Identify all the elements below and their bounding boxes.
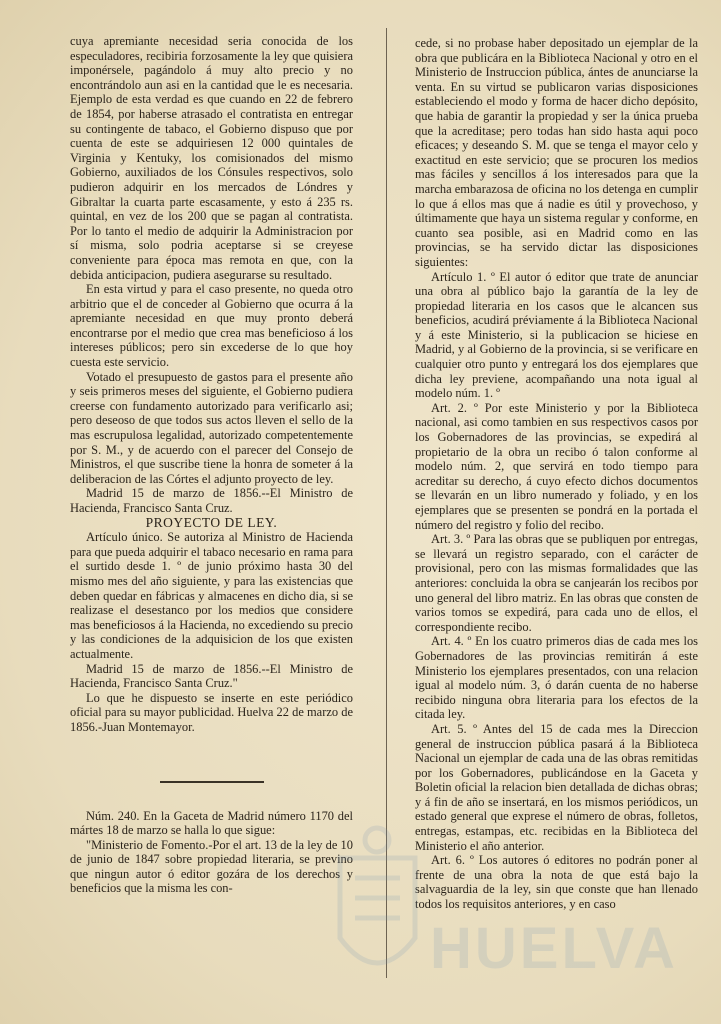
right-article-5: Art. 5. º Antes del 15 de cada mes la Direccion general de instruccion pública pasará á la Biblioteca Nacional un ejemplar de cada una de las obras remitidas por los Gobernadores, publicándose en la Gaceta y Boletin oficial la relacion bien detallada de dichas obras; y á fin de año se insertará, en los mismos periódicos, un estado general que exprese el número de obras, folletos, entregas, estampas, etc. recibidas en la Biblioteca del Ministerio el año anterior. [415,721,698,853]
crest-icon [340,828,415,963]
left-closing: Lo que he dispuesto se inserte en este periódico oficial para su mayor publicidad. Huelva 22 de marzo de 1856.-Juan Montemayor. [70,690,353,734]
right-article-1: Artículo 1. º El autor ó editor que trate de anunciar una obra al público bajo la garantía de la ley de propiedad literaria en los casos que le alcancen sus beneficios, acudirá préviamente á la Biblioteca Nacional y á este Ministerio, si la publicacion se hiciese en Madrid, y al Gobierno de la provincia, si se verificare en cualquier otro punto y entregará los dos ejemplares que dicha ley previene, acompañando una nota igual al modelo núm. 1. º [415,269,698,401]
left-article: Artículo único. Se autoriza al Ministro de Hacienda para que pueda adquirir el tabaco necesario en rama para el surtido desde 1. º de junio próximo hasta 30 del mismo mes del año siguiente, y para las existencias que deben quedar en fábricas y almacenes en dicho dia, si se realizase el desestanco por los medios que considere mas beneficiosos á la Hacienda, no excediendo su precio y las condiciones de la adquisicion de los que existen actualmente. [70,530,353,661]
right-paragraph-1: cede, si no probase haber depositado un ejemplar de la obra que publicára en la Biblioteca Nacional y otro en el Ministerio de Instruccion pública, ántes de anunciarse la venta. En su virtud se publicaron varias disposiciones estableciendo el modo y forma de hacer dicho depósito, que habia de garantir la propiedad y ser la única prueba que la acreditase; pero todas han sido hasta aqui poco eficaces; y deseando S. M. que se tenga el mayor celo y exactitud en este servicio; que se procuren los medios mas fáciles y sencillos á los interesados para que la marcha embarazosa de oficina no los detenga en cumplir lo que á ellos mas que á nadie es útil y provechoso, y últimamente que haya un sistema regular y conforme, en cuanto sea posible, asi en Madrid como en las provincias, se ha servido dictar las disposiciones siguientes: [415,36,698,269]
watermark-text: HUELVA [430,916,678,981]
left-paragraph-1: cuya apremiante necesidad seria conocida de los especuladores, recibiria forzosamente la ley que quisiera imponérsele, pagándolo á muy alto precio y no encontrándolo aun asi en la cantidad que le es necesaria. Ejemplo de esta verdad es que cuando en 22 de febrero de 1854, por haberse atrasado el contratista en entregar su contingente de tabaco, el Gobierno dispuso que por cuenta de este se adquiriesen 12 000 quintales de Virginia y Kentuky, los comisionados del mismo Gobierno, auxiliados de los Cónsules respectivos, solo pudieron adquirir en los mercados de Lóndres y Gibraltar la cuarta parte escasamente, y esto á 235 rs. quintal, en vez de los 200 que se pagan al contratista. Por lo tanto el medio de adquirir la Administracion por sí misma, solo podria aceptarse si se creyese conveniente para época mas remota en que, con la debida anticipacion, pudiera asegurarse su resultado. [70,34,353,282]
right-article-6: Art. 6. º Los autores ó editores no podrán poner al frente de una obra la nota de que está bajo la salvaguardia de la ley, sin que conste que han llenado todos los requisitos anteriores, y en caso [415,853,698,912]
right-article-2: Art. 2. º Por este Ministerio y por la Biblioteca nacional, asi como tambien en sus respectivos casos por los Gobernadores de las provincias, se expedirá al propietario de la obra un recibo ó talon conforme al modelo núm. 2, que servirá en todo tiempo para acreditar su derecho, á cuyo efecto dichos documentos se llevarán en un libro numerado y foliado, y en los ejemplares que se presenten se pondrá en la portada el número del registro y folio del recibo. [415,400,698,532]
left-paragraph-2: En esta virtud y para el caso presente, no queda otro arbitrio que el de conceder al Gobierno que ocurra á la apremiante necesidad en que muy pronto deberá encontrarse por el medio que crea mas beneficioso á los intereses públicos; pero sin excederse de lo que hoy cuesta este servicio. [70,282,353,370]
right-article-3: Art. 3. º Para las obras que se publiquen por entregas, se llevará un registro separado, con el carácter de provisional, pero con las mismas formalidades que las anteriores: concluida la obra se canjearán los recibos por uno general del libro matriz. En las obras que consten de varios tomos se expedirá, para cada uno de ellos, el correspondiente recibo. [415,532,698,634]
left-notice-text: "Ministerio de Fomento.-Por el art. 13 de la ley de 10 de junio de 1847 sobre propiedad literaria, se previno que ningun autor ó editor gozára de los derechos y beneficios que la misma les con- [70,837,353,896]
section-heading: PROYECTO DE LEY. [145,514,278,530]
left-paragraph-3: Votado el presupuesto de gastos para el presente año y seis primeros meses del siguiente, el Gobierno pudiera creerse con fundamento autorizado para verificarlo asi; pero deseoso de que todos sus actos lleven el sello de la mas escrupulosa legalidad, autorizado competentemente por S. M., y de acuerdo con el parecer del Consejo de Ministros, el que suscribe tiene la honra de someter á la deliberacion de las Córtes el adjunto proyecto de ley. [70,369,353,486]
archive-watermark [320,818,678,1018]
right-column [415,36,698,912]
left-notice-number: Núm. 240. En la Gaceta de Madrid número 1170 del mártes 18 de marzo se halla lo que sigue: [70,808,353,838]
left-column [70,34,353,896]
right-article-4: Art. 4. º En los cuatro primeros dias de cada mes los Gobernadores de las provincias remitirán á este Ministerio los ejemplares presentados, con una relacion igual al modelo núm. 3, ó darán cuenta de no haberse recibido ninguna obra literaria para los efectos de la citada ley. [415,634,698,722]
left-signature-1: Madrid 15 de marzo de 1856.--El Ministro de Hacienda, Francisco Santa Cruz. [70,486,353,515]
left-signature-2: Madrid 15 de marzo de 1856.--El Ministro de Hacienda, Francisco Santa Cruz." [70,661,353,691]
section-separator [160,781,264,783]
